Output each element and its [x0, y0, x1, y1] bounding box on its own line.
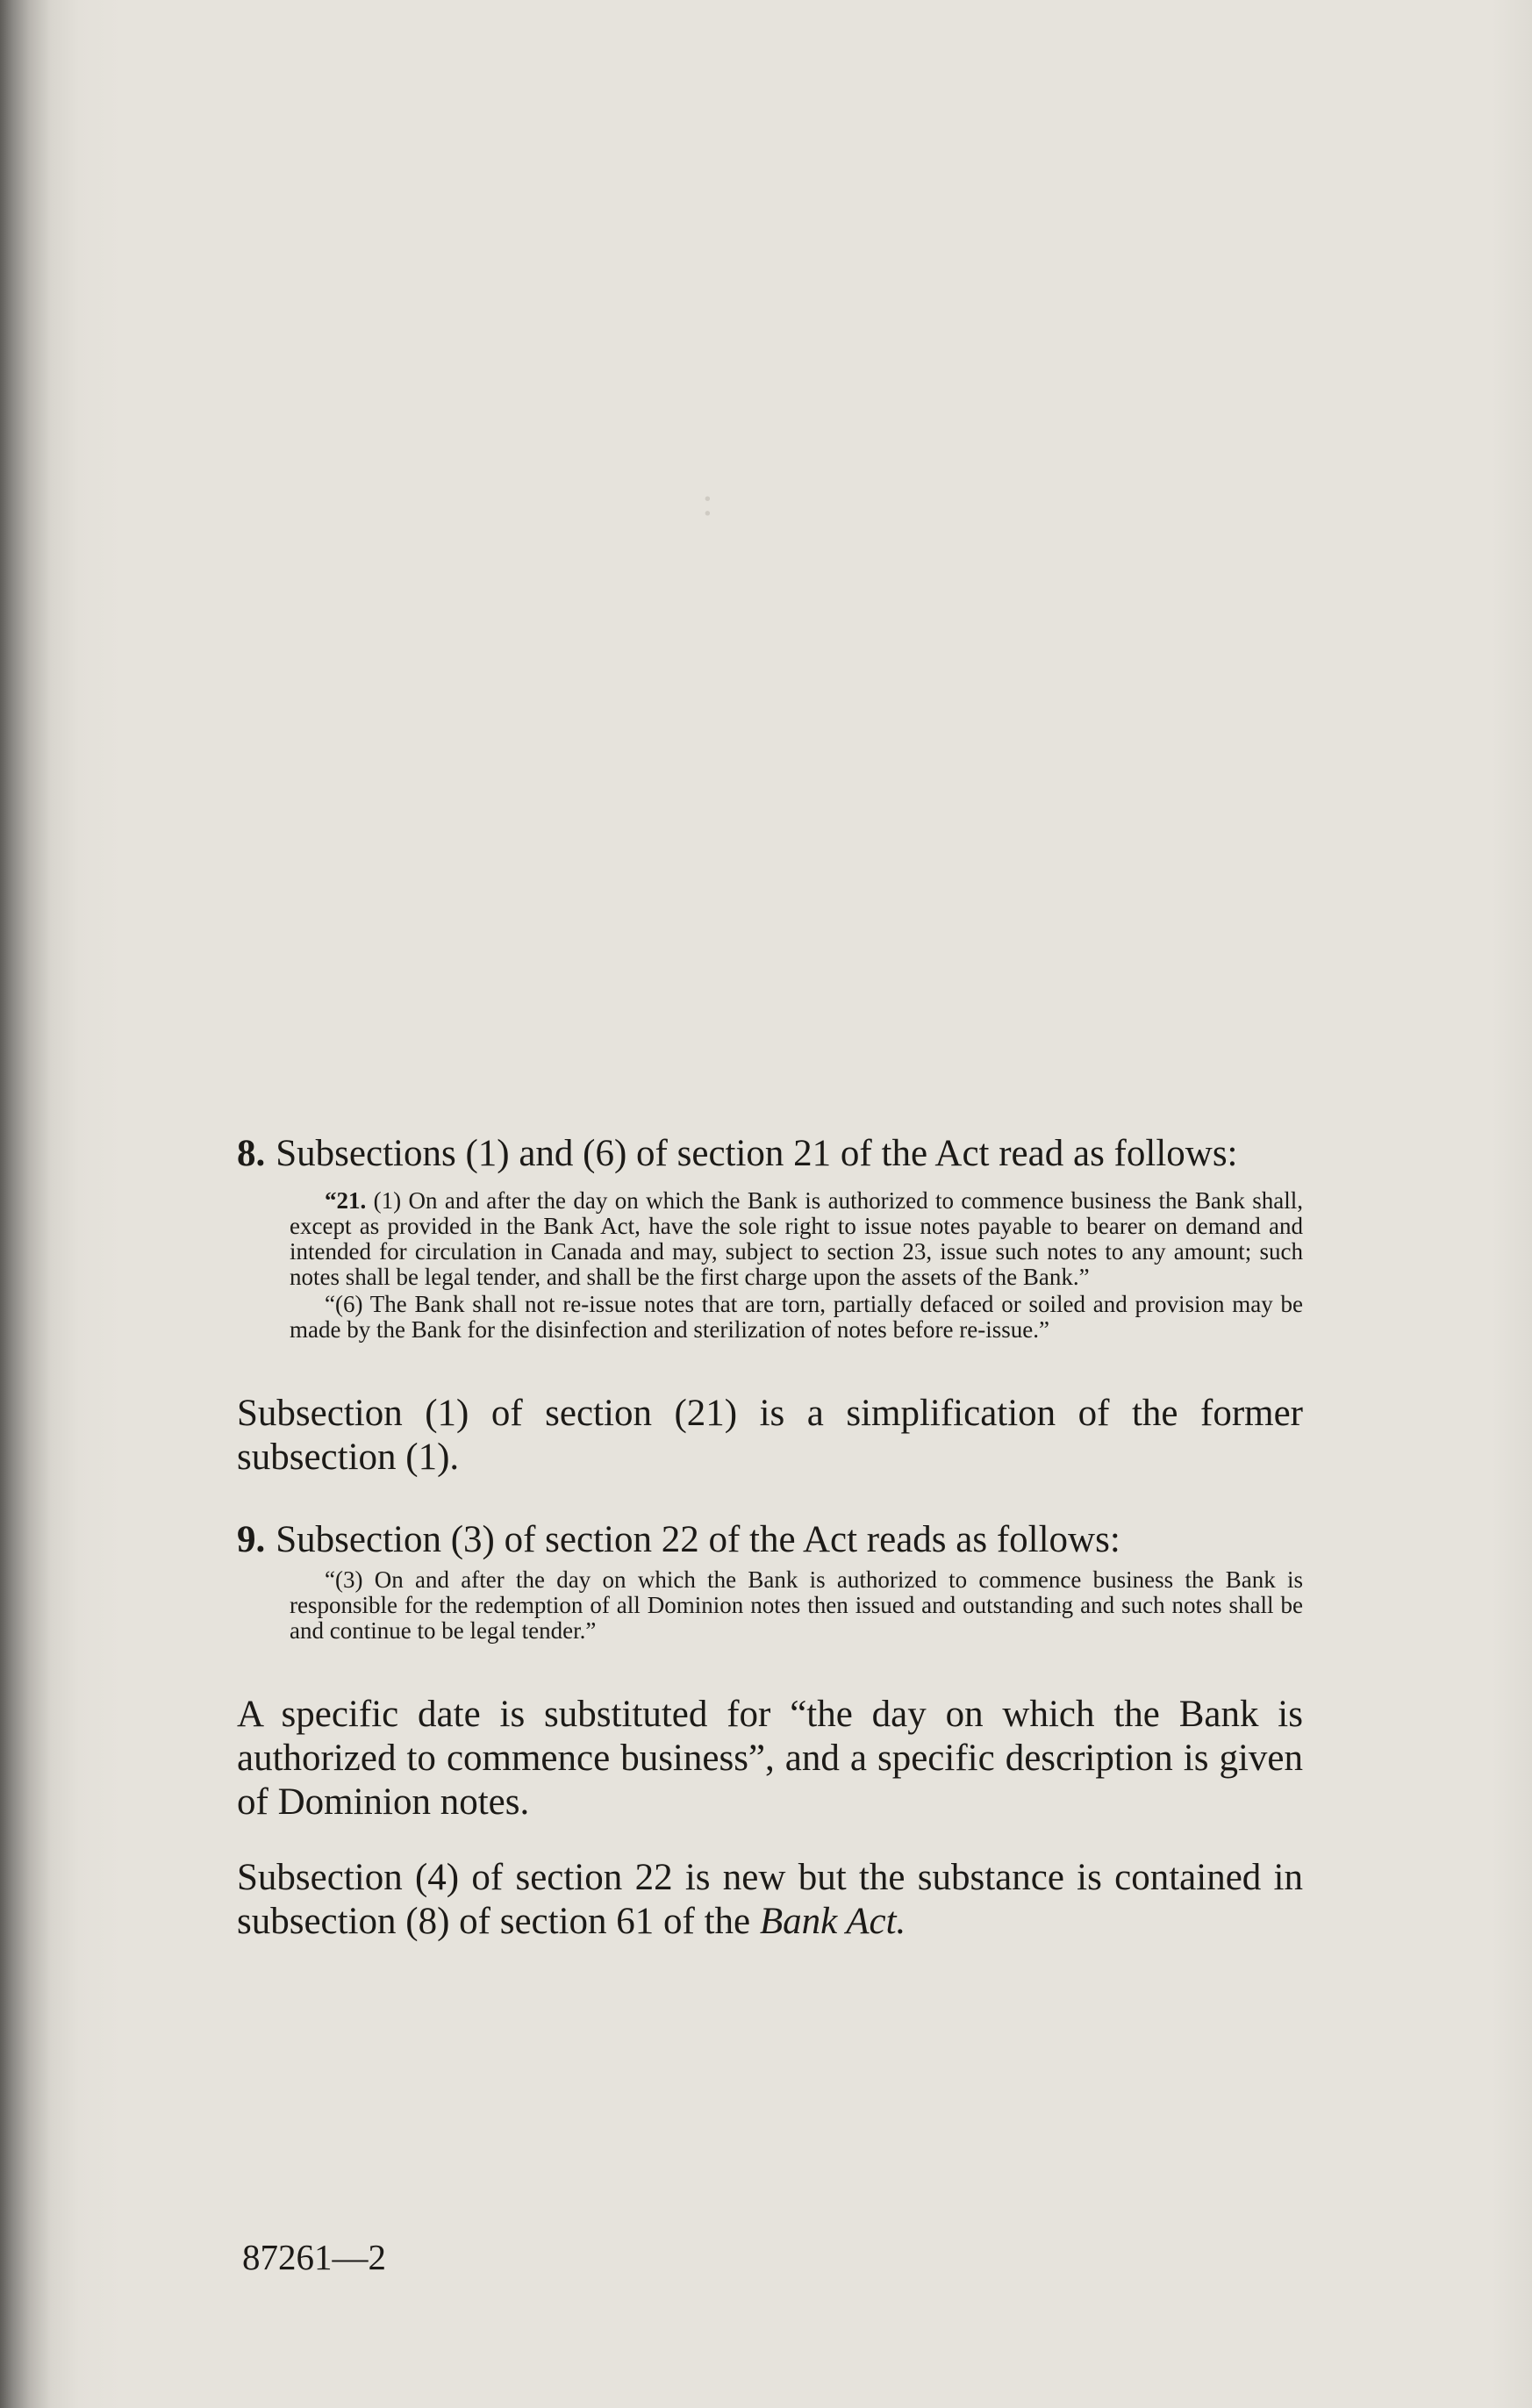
section-21-quote-6 [290, 1292, 1303, 1343]
section-21-quote-6-text: “(6) The Bank shall not re-issue notes that are torn, partially defaced or soiled and provision may be made by the Bank for the disinfection and sterilization of notes before re-issue.” [290, 1291, 1303, 1343]
section-22-quote-3 [290, 1567, 1303, 1644]
section-9-number: 9. [237, 1519, 266, 1560]
section-9-comment-2-prefix: Subsection (4) of section 22 is new but the substance is contained in subsection (8) of section 61 of the [237, 1857, 1303, 1942]
section-9-intro [237, 1518, 1303, 1562]
bleed-through-mark: : [702, 479, 713, 524]
section-21-quote-1-text: (1) On and after the day on which the Bank is authorized to commence business the Bank shall, except as provided in the Bank Act, have the sole right to issue notes payable to bearer on demand and intended for circulation in Canada and may, subject to section 23, issue such notes to any amount; such notes shall be legal tender, and shall be the first charge upon the assets of the Bank.” [290, 1187, 1304, 1290]
section-21-quote-1-number: “21. [325, 1187, 367, 1214]
section-8-intro-text: Subsections (1) and (6) of section 21 of the Act read as follows: [276, 1133, 1238, 1174]
bank-act-title: Bank Act. [759, 1901, 906, 1942]
section-8-comment: Subsection (1) of section (21) is a simplification of the former subsection (1). [237, 1393, 1303, 1478]
section-8-number: 8. [237, 1133, 266, 1174]
section-9-comment-1: A specific date is substituted for “the day on which the Bank is authorized to commence business”, and a specific description is given of Dominion notes. [237, 1694, 1303, 1823]
section-8-intro [237, 1132, 1303, 1176]
section-9-comment-2 [237, 1856, 1303, 1944]
section-9-intro-text: Subsection (3) of section 22 of the Act reads as follows: [276, 1519, 1120, 1560]
section-22-quote-3-text: “(3) On and after the day on which the Bank is authorized to commence business the Bank is responsible for the redemption of all Dominion notes then issued and outstanding and such notes shall be and continue to be legal tender.” [290, 1566, 1303, 1644]
print-code: 87261—2 [242, 2237, 386, 2277]
section-21-quote-1 [290, 1188, 1303, 1290]
document-body [237, 1132, 1303, 1944]
